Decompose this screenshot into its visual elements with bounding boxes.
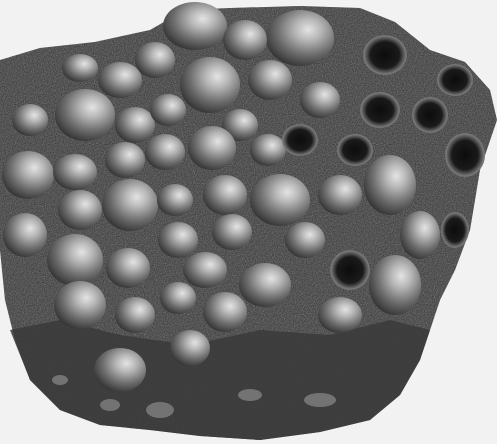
nodule [157,184,193,216]
nodule [54,281,106,329]
nodule [318,175,362,215]
nodule [58,190,102,230]
nodule [160,282,196,314]
nodule [105,142,145,178]
nodule [203,175,247,215]
nodule [400,211,440,259]
nodule [250,174,310,226]
debris [100,399,120,411]
cup-opening [360,92,400,128]
nodule [300,82,340,118]
nodule [135,42,175,78]
nodule [266,10,334,66]
nodule [47,234,103,286]
debris [238,389,262,401]
nodule [94,348,146,392]
nodule [163,2,227,50]
nodule [248,60,292,100]
nodule [150,94,186,126]
cup-opening [441,212,469,248]
nodule [250,134,286,166]
cup-opening [330,250,370,290]
cup-opening [337,134,373,166]
nodule [158,222,198,258]
nodule [3,213,47,257]
nodule [62,54,98,82]
nodule [98,62,142,98]
nodule [239,263,291,307]
nodule [102,179,158,231]
nodule [369,255,421,315]
nodule [170,330,210,366]
cup-opening [282,124,318,156]
nodule [106,248,150,288]
nodule [115,107,155,143]
cup-opening [412,97,448,133]
nodule [180,57,240,113]
nodule [115,297,155,333]
nodule [188,126,236,170]
debris [146,402,174,418]
nodule [223,20,267,60]
nodule [318,297,362,333]
nodule [12,104,48,136]
nodule [145,134,185,170]
nodule [55,89,115,141]
cup-opening [437,64,473,96]
nodule [2,151,54,199]
nodule [183,252,227,288]
debris [304,393,336,407]
nodule [53,154,97,190]
nodule [364,155,416,215]
debris [52,375,68,385]
nodule [212,214,252,250]
cup-opening [363,35,407,75]
nodule [285,222,325,258]
cup-opening [445,133,485,177]
nodule [203,292,247,332]
